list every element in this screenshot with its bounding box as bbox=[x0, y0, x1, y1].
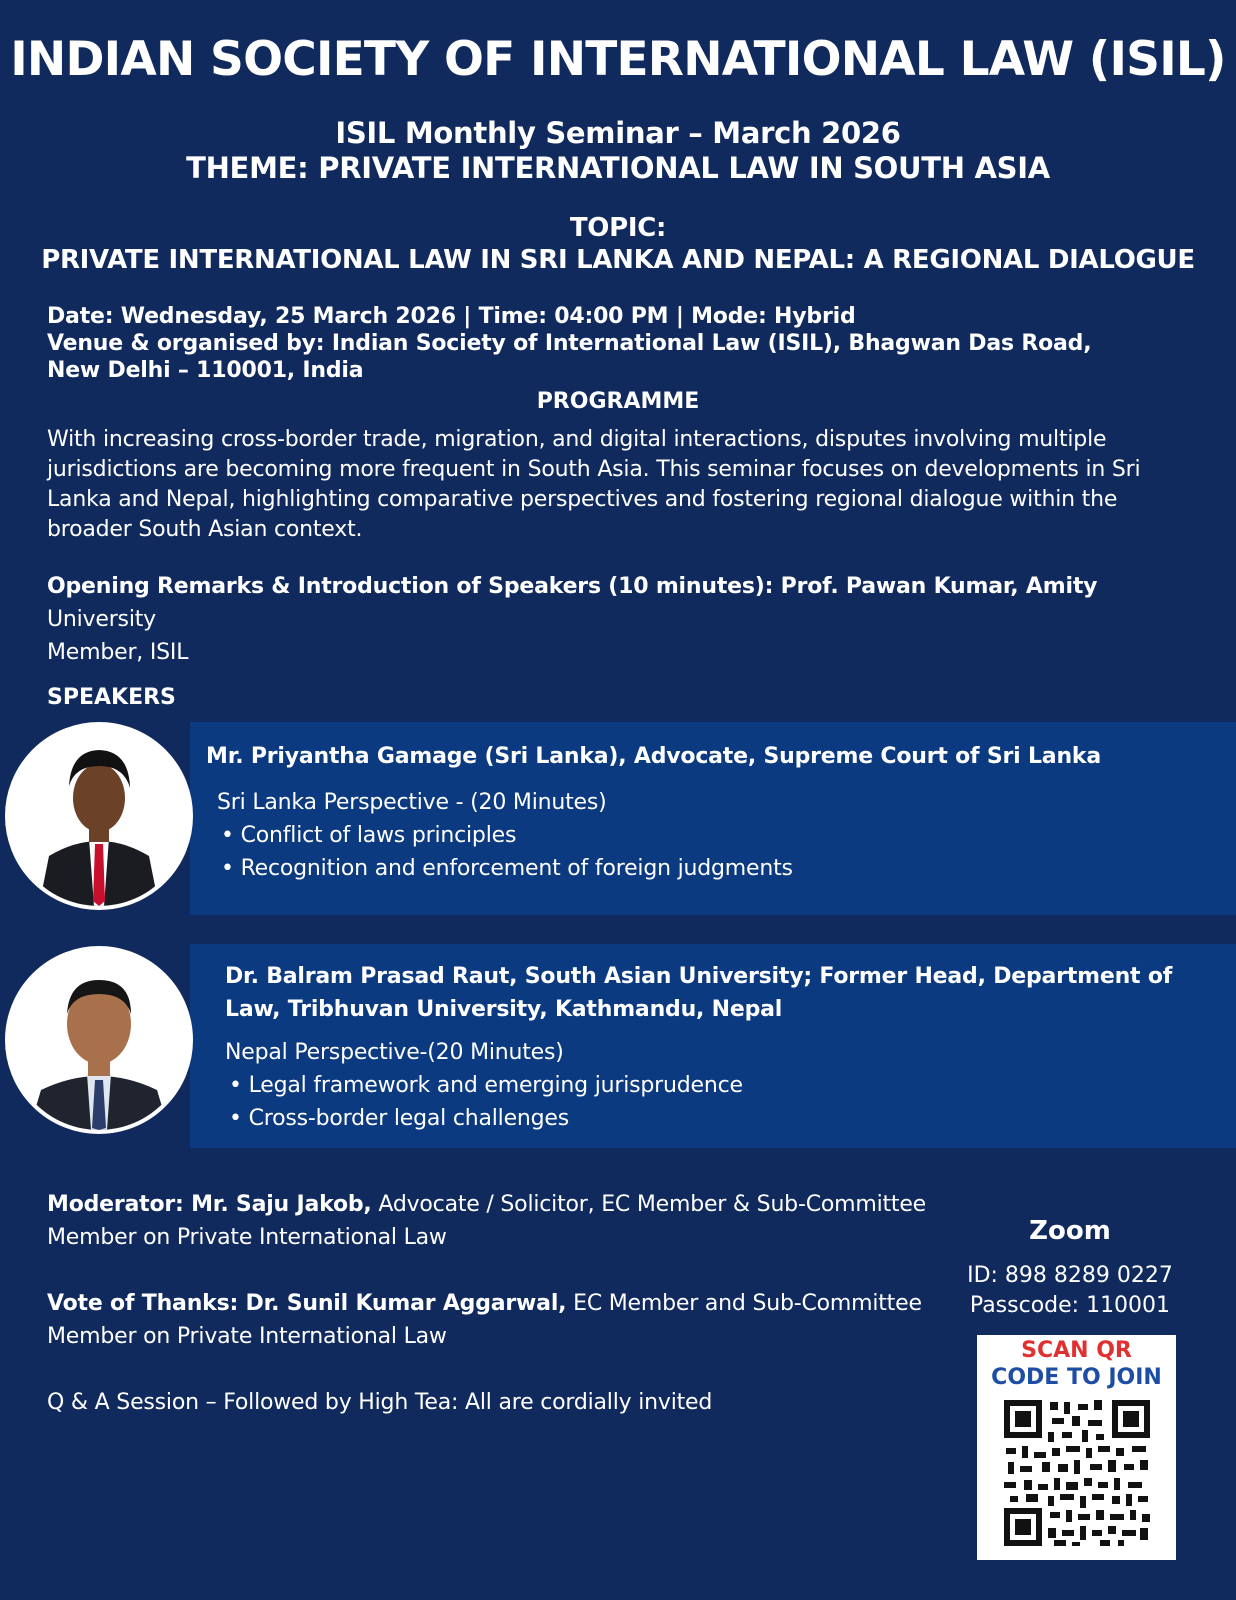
topic-label: TOPIC: bbox=[569, 213, 667, 243]
speaker-2-bullet-1: • Legal framework and emerging jurisprudence bbox=[229, 1073, 743, 1098]
speaker-portrait-1 bbox=[9, 726, 189, 906]
zoom-title: Zoom bbox=[1029, 1216, 1111, 1246]
seminar-title: ISIL Monthly Seminar – March 2026 bbox=[335, 116, 901, 150]
qr-card[interactable] bbox=[977, 1335, 1176, 1560]
vote-of-thanks-bold: Vote of Thanks: Dr. Sunil Kumar Aggarwal, bbox=[47, 1291, 567, 1316]
moderator-rest: Advocate / Solicitor, EC Member & Sub-Committee bbox=[371, 1192, 927, 1217]
opening-remarks-bold: Opening Remarks & Introduction of Speakers (10 minutes): Prof. Pawan Kumar, Amity bbox=[47, 574, 1098, 599]
venue-line-2: New Delhi – 110001, India bbox=[47, 358, 364, 383]
speaker-1-perspective: Sri Lanka Perspective - (20 Minutes) bbox=[217, 790, 607, 815]
vote-of-thanks bbox=[47, 1287, 967, 1353]
programme-heading: PROGRAMME bbox=[536, 389, 700, 414]
vote-of-thanks-rest: EC Member and Sub-Committee bbox=[566, 1291, 922, 1316]
seminar-theme: THEME: PRIVATE INTERNATIONAL LAW IN SOUTH ASIA bbox=[186, 151, 1050, 185]
moderator-bold: Moderator: Mr. Saju Jakob, bbox=[47, 1192, 372, 1217]
speaker-1-name: Mr. Priyantha Gamage (Sri Lanka), Advocate, Supreme Court of Sri Lanka bbox=[206, 744, 1101, 769]
moderator bbox=[47, 1188, 967, 1254]
topic-title: PRIVATE INTERNATIONAL LAW IN SRI LANKA AND NEPAL: A REGIONAL DIALOGUE bbox=[41, 245, 1195, 275]
programme-description: With increasing cross-border trade, migration, and digital interactions, disputes involving multiple jurisdictions are becoming more frequent in South Asia. This seminar focuses on developments in Sri Lanka and Nepal, highlighting comparative perspectives and fostering regional dialogue within the broader South Asian context. bbox=[47, 427, 1141, 542]
zoom-passcode: Passcode: 110001 bbox=[969, 1293, 1171, 1318]
date-time-mode: Date: Wednesday, 25 March 2026 | Time: 04:00 PM | Mode: Hybrid bbox=[47, 304, 856, 329]
event-details bbox=[47, 303, 1091, 384]
speaker-photo-2 bbox=[5, 946, 193, 1134]
qr-caption-line-2: CODE TO JOIN bbox=[991, 1365, 1162, 1390]
speaker-2-bullet-2: • Cross-border legal challenges bbox=[229, 1106, 570, 1131]
qa-session: Q & A Session – Followed by High Tea: All are cordially invited bbox=[47, 1390, 713, 1415]
speakers-heading: SPEAKERS bbox=[47, 685, 176, 710]
opening-remarks-line2: Member, ISIL bbox=[47, 640, 189, 665]
venue-line-1: Venue & organised by: Indian Society of International Law (ISIL), Bhagwan Das Road, bbox=[47, 331, 1092, 356]
opening-remarks-rest: University bbox=[47, 607, 156, 632]
qr-code-icon[interactable] bbox=[1002, 1398, 1152, 1548]
zoom-id: ID: 898 8289 0227 bbox=[967, 1263, 1173, 1288]
speaker-photo-1 bbox=[5, 722, 193, 910]
topic-block bbox=[0, 212, 1236, 276]
seminar-heading bbox=[0, 116, 1236, 186]
speaker-2-name-line-1: Dr. Balram Prasad Raut, South Asian University; Former Head, Department of bbox=[225, 964, 1173, 989]
speaker-2-name-line-2: Law, Tribhuvan University, Kathmandu, Nepal bbox=[225, 997, 783, 1022]
speaker-1-bullet-1: • Conflict of laws principles bbox=[221, 823, 517, 848]
opening-remarks bbox=[47, 570, 1207, 669]
page-title: INDIAN SOCIETY OF INTERNATIONAL LAW (ISIL) bbox=[10, 32, 1226, 87]
speaker-1-bullet-2: • Recognition and enforcement of foreign judgments bbox=[221, 856, 793, 881]
speaker-portrait-2 bbox=[9, 950, 189, 1130]
qr-caption-line-1: SCAN QR bbox=[1021, 1338, 1132, 1363]
moderator-line2: Member on Private International Law bbox=[47, 1225, 447, 1250]
speaker-2-perspective: Nepal Perspective-(20 Minutes) bbox=[225, 1040, 564, 1065]
vote-of-thanks-line2: Member on Private International Law bbox=[47, 1324, 447, 1349]
